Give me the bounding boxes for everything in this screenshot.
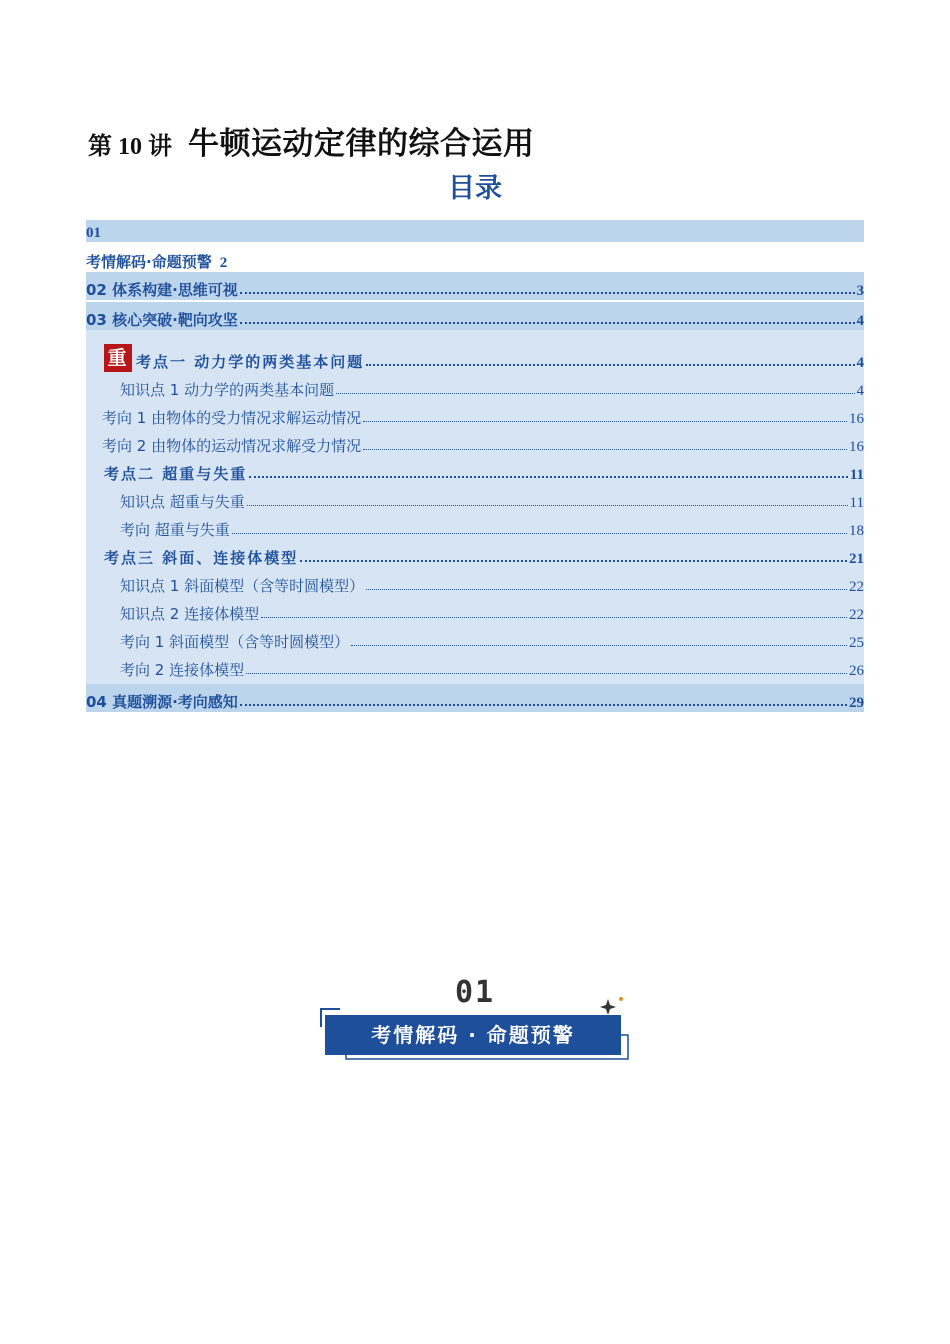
leader-dots [336, 392, 854, 394]
toc-section-03-body [86, 330, 864, 684]
dot-icon [619, 997, 623, 1001]
leader-dots [240, 321, 855, 324]
toc-knowledge-2[interactable]: 知识点 超重与失重 11 [120, 493, 864, 511]
key-point-badge: 重 [104, 344, 132, 372]
toc-knowledge-3-1[interactable]: 知识点 1 斜面模型（含等时圆模型） 22 [120, 577, 864, 595]
toc-kaodian-3[interactable]: 考点三 斜面、连接体模型 21 [104, 549, 864, 567]
toc-kaodian-1[interactable]: 重 考点一 动力学的两类基本问题 4 [86, 336, 864, 372]
toc-section-02[interactable]: 02 体系构建·思维可视 3 [86, 272, 864, 300]
leader-dots [366, 588, 847, 590]
section-banner [318, 975, 632, 1065]
leader-dots [240, 703, 847, 706]
banner-title: 考情解码 · 命题预警 [371, 1023, 575, 1047]
toc-direction-3-1[interactable]: 考向 1 斜面模型（含等时圆模型） 25 [120, 633, 864, 651]
banner-number: 01 [454, 975, 496, 1010]
toc-section-03[interactable]: 03 核心突破·靶向攻坚 4 [86, 302, 864, 330]
toc-direction-2[interactable]: 考向 超重与失重 18 [120, 521, 864, 539]
leader-dots [363, 420, 847, 422]
toc-direction-1-2[interactable]: 考向 2 由物体的运动情况求解受力情况 16 [102, 437, 864, 455]
toc-direction-1-1[interactable]: 考向 1 由物体的受力情况求解运动情况 16 [102, 409, 864, 427]
toc-heading: 目录 [448, 173, 502, 204]
lecture-number: 第 10 讲 [88, 134, 172, 160]
leader-dots [232, 532, 847, 534]
leader-dots [363, 448, 847, 450]
lecture-title: 牛顿运动定律的综合运用 [188, 126, 535, 162]
toc-section-01-number[interactable]: 01 [86, 220, 864, 242]
leader-dots [247, 504, 848, 506]
toc-section-04[interactable]: 04 真题溯源·考向感知 29 [86, 684, 864, 712]
leader-dots [366, 363, 854, 366]
toc-direction-3-2[interactable]: 考向 2 连接体模型 26 [120, 661, 864, 679]
toc-knowledge-1-1[interactable]: 知识点 1 动力学的两类基本问题 4 [120, 381, 864, 399]
lecture-title-row [88, 118, 535, 163]
leader-dots [351, 644, 847, 646]
leader-dots [261, 616, 847, 618]
sparkle-icon [600, 999, 616, 1015]
toc-kaodian-2[interactable]: 考点二 超重与失重 11 [104, 465, 864, 483]
leader-dots [240, 291, 855, 294]
table-of-contents [86, 220, 864, 712]
toc-knowledge-3-2[interactable]: 知识点 2 连接体模型 22 [120, 605, 864, 623]
leader-dots [246, 672, 847, 674]
leader-dots [300, 559, 847, 562]
toc-section-01[interactable]: 考情解码·命题预警 2 [86, 253, 228, 271]
leader-dots [249, 475, 848, 478]
